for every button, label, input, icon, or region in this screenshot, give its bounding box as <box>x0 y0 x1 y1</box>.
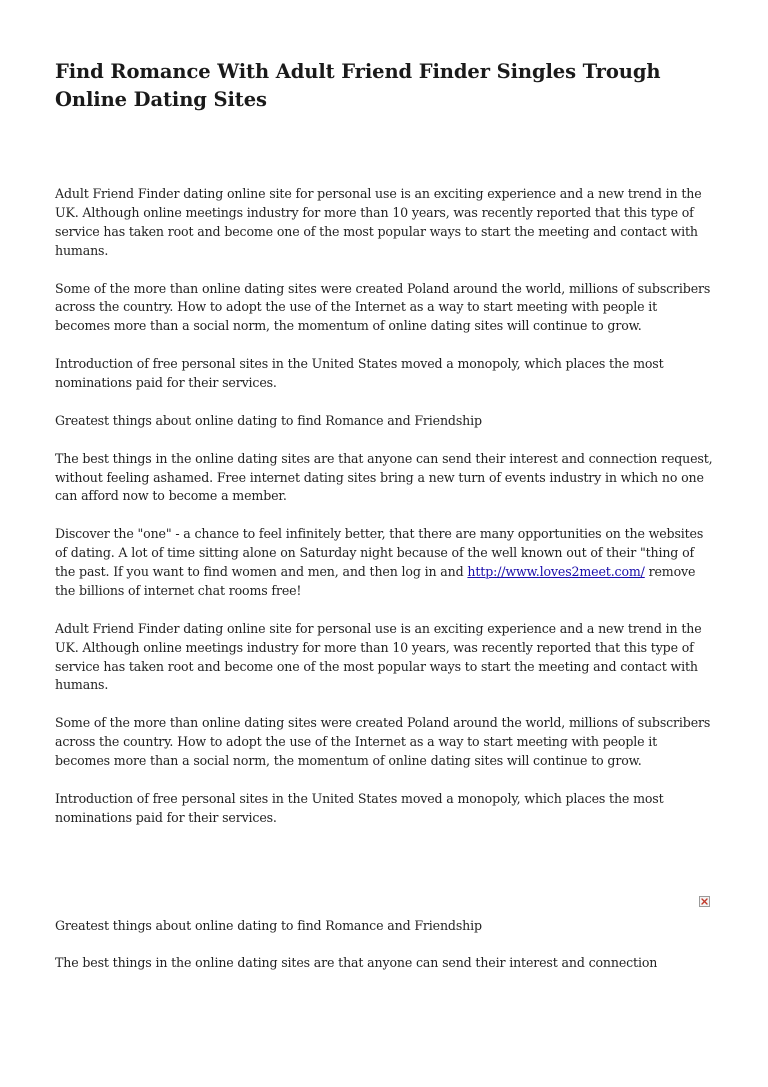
paragraph: The best things in the online dating sites are that anyone can send their interest and connection request, without feeling ashamed. Free internet dating sites bring a new turn of events industry in which no one can afford now to become a member. <box>55 450 713 504</box>
paragraph: Adult Friend Finder dating online site for personal use is an exciting experience and a new trend in the UK. Although online meetings industry for more than 10 years, was recently reported that this type of service has taken root and become one of the most popular ways to start the meeting and contact with humans. <box>55 620 702 693</box>
loves2meet-link[interactable]: http://www.loves2meet.com/ <box>467 564 645 580</box>
image-spacer <box>55 847 715 917</box>
document-page <box>55 58 715 992</box>
paragraph: Introduction of free personal sites in the United States moved a monopoly, which places the most nominations paid for their services. <box>55 790 664 825</box>
paragraph-text-after-link: remove the billions of internet chat rooms free! <box>55 564 696 598</box>
paragraph: Some of the more than online dating sites were created Poland around the world, millions of subscribers across the country. How to adopt the use of the Internet as a way to start meeting with people it becomes more than a social norm, the momentum of online dating sites will continue to grow. <box>55 715 711 769</box>
document-title: Find Romance With Adult Friend Finder Singles Trough Online Dating Sites <box>55 60 661 111</box>
paragraph: Adult Friend Finder dating online site for personal use is an exciting experience and a new trend in the UK. Although online meetings industry for more than 10 years, was recently reported that this type of service has taken root and become one of the most popular ways to start the meeting and contact with humans. <box>55 186 702 258</box>
paragraph: Some of the more than online dating sites were created Poland around the world, millions of subscribers across the country. How to adopt the use of the Internet as a way to start meeting with people it becomes more than a social norm, the momentum of online dating sites will continue to grow. <box>55 280 711 334</box>
broken-image-icon <box>699 896 710 907</box>
paragraph: Introduction of free personal sites in the United States moved a monopoly, which places the most nominations paid for their services. <box>55 356 664 391</box>
section-heading: Greatest things about online dating to find Romance and Friendship <box>55 917 482 933</box>
section-heading: Greatest things about online dating to find Romance and Friendship <box>55 412 482 428</box>
paragraph: The best things in the online dating sites are that anyone can send their interest and connection <box>55 955 658 971</box>
discover-paragraph <box>55 525 715 601</box>
paragraph-text-before-link: Discover the "one" - a chance to feel infinitely better, that there are many opportunities on the websites of dating. A lot of time sitting alone on Saturday night because of the well known out of their "thing of the past. If you want to find women and men, and then log in and <box>55 526 704 580</box>
